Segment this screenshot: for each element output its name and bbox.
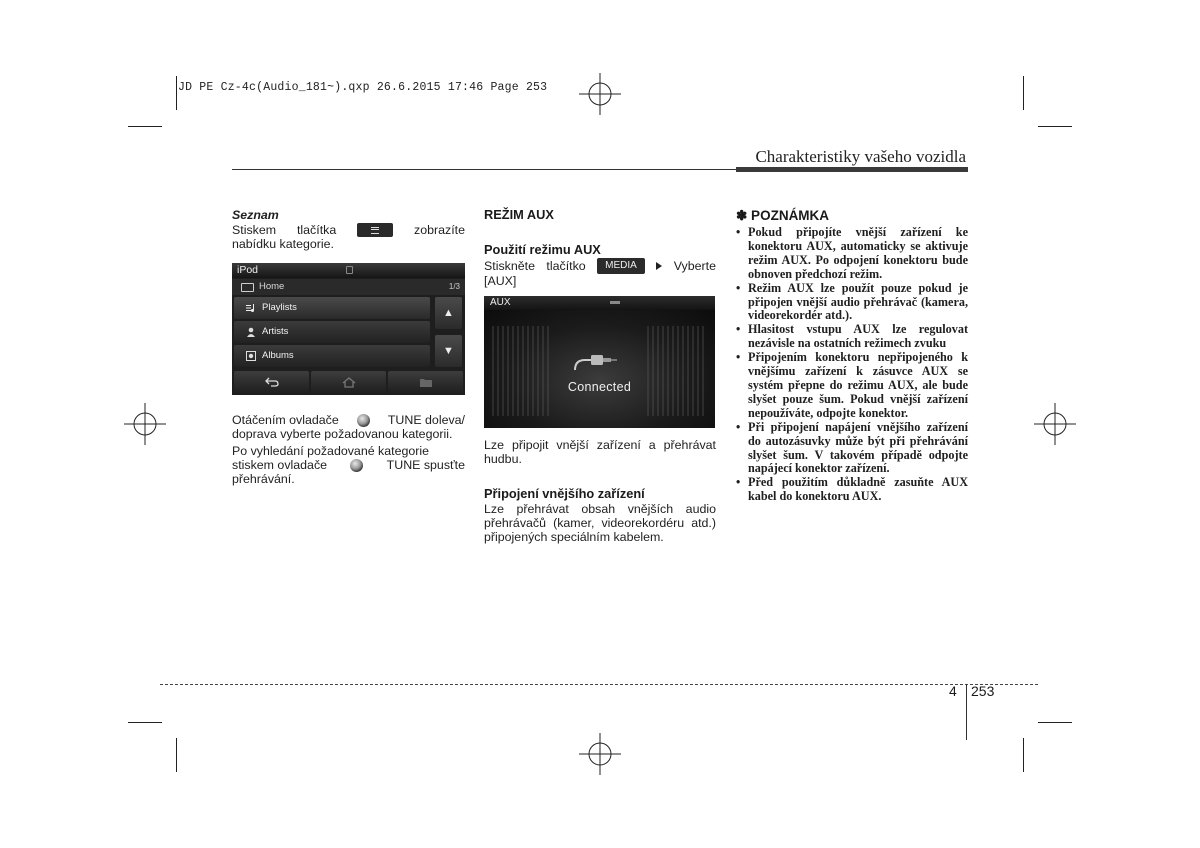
folder-icon bbox=[419, 377, 433, 388]
note-item: • Při připojení napájení vnějšího zařízení do autozásuvky může být při přehrávání slyšet šum. V takovém případě odpojte napájecí konektor zařízení. bbox=[736, 421, 968, 477]
heading-aux-mode: REŽIM AUX bbox=[484, 207, 554, 222]
paragraph: Lze přehrávat obsah vnějších audio přehrávačů (kamer, videorekordéru atd.) připojených speciálním kabelem. bbox=[484, 502, 716, 544]
ipod-titlebar bbox=[232, 263, 465, 278]
list-item-label: Artists bbox=[262, 326, 289, 337]
scroll-down-button[interactable]: ▼ bbox=[435, 335, 462, 367]
paragraph-line: přehrávání. bbox=[232, 472, 295, 486]
text-fragment: TUNE doleva/ bbox=[387, 413, 465, 427]
note-box bbox=[736, 208, 968, 504]
text-fragment: TUNE spusťte bbox=[386, 458, 465, 472]
registration-mark-icon bbox=[1034, 403, 1076, 445]
note-item: • Režim AUX lze použít pouze pokud je připojen vnější audio přehrávač (kamera, videorekordér atd.). bbox=[736, 282, 968, 324]
aux-title: AUX bbox=[490, 297, 511, 308]
music-list-icon bbox=[246, 303, 256, 313]
text-fragment: stiskem ovladače bbox=[232, 458, 328, 472]
crop-mark bbox=[128, 722, 162, 723]
text-fragment: Stiskněte bbox=[484, 259, 535, 273]
note-list bbox=[736, 226, 968, 504]
ipod-title: iPod bbox=[237, 264, 259, 276]
tune-knob-icon bbox=[357, 414, 370, 427]
subheading-aux-usage: Použití režimu AUX bbox=[484, 242, 601, 257]
paragraph-line: doprava vyberte požadovanou kategorii. bbox=[232, 427, 453, 441]
ipod-list-item-albums[interactable] bbox=[234, 345, 430, 367]
aux-decor bbox=[647, 326, 707, 416]
column-1 bbox=[232, 208, 465, 251]
paragraph-line bbox=[484, 258, 716, 274]
print-slug: JD PE Cz-4c(Audio_181~).qxp 26.6.2015 17:46 Page 253 bbox=[178, 81, 548, 94]
text-fragment: Vyberte bbox=[673, 259, 716, 273]
aux-status: Connected bbox=[567, 380, 632, 394]
ipod-bottom-bar bbox=[234, 371, 463, 393]
paragraph-line: Po vyhledání požadované kategorie bbox=[232, 444, 430, 458]
paragraph-line bbox=[232, 413, 465, 427]
person-icon bbox=[246, 327, 256, 337]
ipod-path-row bbox=[232, 279, 465, 295]
folder-button[interactable] bbox=[388, 371, 463, 393]
text-fragment: Stiskem bbox=[232, 223, 277, 237]
note-heading: ✽ POZNÁMKA bbox=[736, 208, 830, 223]
tune-knob-icon bbox=[350, 459, 363, 472]
footer-rule bbox=[160, 684, 1038, 685]
paragraph-line bbox=[232, 223, 465, 237]
page-number: 253 bbox=[971, 683, 995, 699]
list-item-label: Albums bbox=[262, 350, 294, 361]
paragraph-line: nabídku kategorie. bbox=[232, 237, 334, 251]
column-2 bbox=[484, 208, 716, 288]
menu-button-icon bbox=[357, 223, 393, 237]
text-fragment: tlačítka bbox=[296, 223, 337, 237]
chapter-number: 4 bbox=[949, 683, 957, 699]
note-item: • Hlasitost vstupu AUX lze regulovat nezávisle na ostatních režimech zvuku bbox=[736, 323, 968, 351]
note-item: • Před použitím důkladně zasuňte AUX kabel do konektoru AUX. bbox=[736, 476, 968, 504]
home-icon bbox=[342, 377, 356, 388]
text-fragment: tlačítko bbox=[546, 259, 586, 273]
crop-mark bbox=[176, 738, 177, 772]
page-number-separator bbox=[966, 684, 967, 740]
folder-icon bbox=[241, 283, 254, 292]
crop-mark bbox=[1038, 126, 1072, 127]
crop-mark bbox=[1038, 722, 1072, 723]
text-fragment: Otáčením ovladače bbox=[232, 413, 339, 427]
column-1-lower bbox=[232, 413, 465, 486]
note-item: • Pokud připojíte vnější zařízení ke konektoru AUX, automaticky se aktivuje režim AUX. Po odpojení konektoru bude obnoven předchozí režim. bbox=[736, 226, 968, 282]
registration-mark-icon bbox=[124, 403, 166, 445]
crop-mark bbox=[1023, 738, 1024, 772]
list-item-label: Playlists bbox=[262, 302, 297, 313]
home-button[interactable] bbox=[311, 371, 386, 393]
section-title: Charakteristiky vašeho vozidla bbox=[755, 147, 966, 166]
ipod-screen bbox=[232, 263, 465, 395]
aux-cable-mini-icon bbox=[610, 301, 620, 304]
registration-mark-icon bbox=[579, 73, 621, 115]
paragraph-line: [AUX] bbox=[484, 274, 517, 288]
paragraph-line bbox=[232, 458, 465, 472]
arrow-right-icon bbox=[656, 262, 662, 270]
header-bar bbox=[736, 167, 968, 172]
media-button-label: MEDIA bbox=[597, 258, 645, 274]
column-2-lower bbox=[484, 438, 716, 544]
aux-titlebar bbox=[484, 296, 715, 310]
back-icon bbox=[265, 377, 279, 387]
album-icon bbox=[246, 351, 256, 361]
lock-icon bbox=[346, 266, 353, 274]
back-button[interactable] bbox=[234, 371, 309, 393]
ipod-list-item-playlists[interactable] bbox=[234, 297, 430, 319]
paragraph: Lze připojit vnější zařízení a přehrávat hudbu. bbox=[484, 438, 716, 466]
note-item: • Připojením konektoru nepřipojeného k vnějšímu zařízení k zásuvce AUX se systém přepne do režimu AUX, ale bude slyšet pouze šum. Pokud vnější zařízení nepoužíváte, odpojte konektor. bbox=[736, 351, 968, 421]
crop-mark bbox=[176, 76, 177, 110]
crop-mark bbox=[128, 126, 162, 127]
ipod-path: Home bbox=[259, 281, 285, 292]
subheading-device-connection: Připojení vnějšího zařízení bbox=[484, 486, 645, 501]
aux-decor bbox=[492, 326, 552, 416]
ipod-list-item-artists[interactable] bbox=[234, 321, 430, 343]
scroll-up-button[interactable]: ▲ bbox=[435, 297, 462, 329]
aux-screen bbox=[484, 296, 715, 428]
aux-cable-icon bbox=[573, 348, 623, 372]
crop-mark bbox=[1023, 76, 1024, 110]
subtitle-seznam: Seznam bbox=[232, 208, 279, 222]
ipod-page-indicator: 1/3 bbox=[448, 282, 460, 291]
registration-mark-icon bbox=[579, 733, 621, 775]
text-fragment: zobrazíte bbox=[414, 223, 465, 237]
